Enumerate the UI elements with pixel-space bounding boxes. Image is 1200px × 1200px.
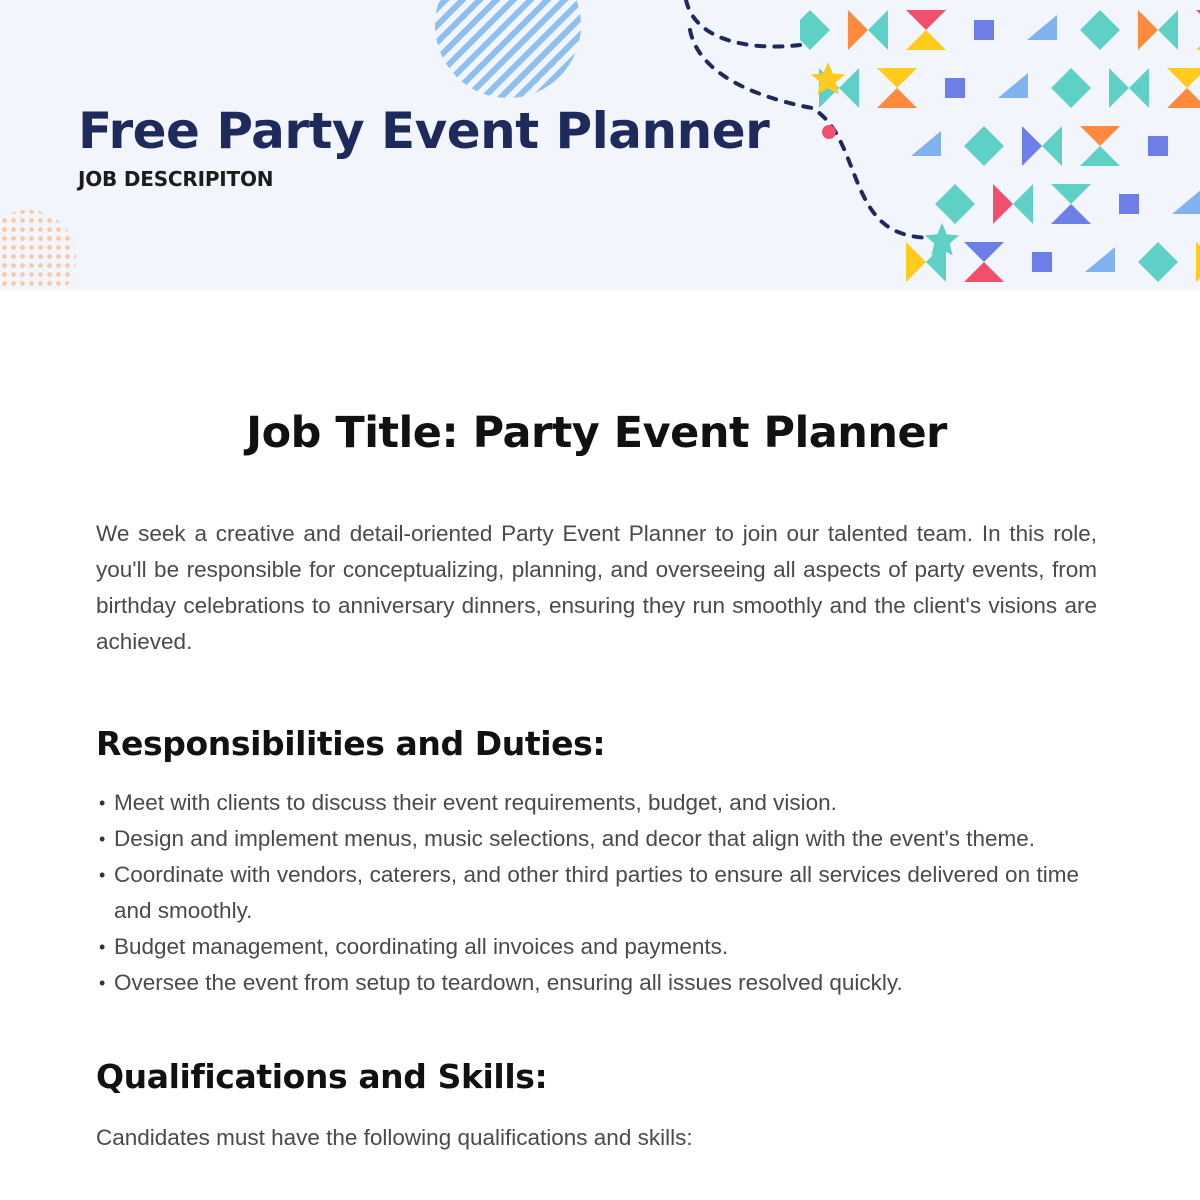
list-item bbox=[96, 857, 1079, 929]
bullet-icon: • bbox=[99, 829, 106, 849]
geometric-shape bbox=[1167, 68, 1200, 88]
geometric-shape bbox=[1138, 242, 1178, 282]
geometric-shape bbox=[1051, 184, 1091, 204]
list-item-text: Coordinate with vendors, caterers, and other third parties to ensure all services delivered on time and smoothly. bbox=[114, 862, 1079, 923]
dot-grid-circle bbox=[0, 210, 76, 290]
geometric-shape bbox=[1196, 30, 1200, 50]
geometric-shape bbox=[1196, 10, 1200, 30]
geometric-shape bbox=[1080, 126, 1120, 146]
geometric-shape bbox=[877, 88, 917, 108]
geometric-shape bbox=[964, 126, 1004, 166]
intro-paragraph: We seek a creative and detail-oriented Party Event Planner to join our talented team. In this role, you'll be responsible for conceptualizing, planning, and overseeing all aspects of party events, from birthday celebrations to anniversary dinners, ensuring they run smoothly and the client's visions are achieved. bbox=[96, 521, 1097, 654]
geometric-shape bbox=[1080, 146, 1120, 166]
geometric-shape bbox=[1027, 15, 1057, 40]
geometric-shape bbox=[839, 68, 859, 108]
brand-subtitle: JOB DESCRIPITON bbox=[78, 167, 274, 191]
geometric-shape bbox=[1172, 189, 1200, 214]
geometric-shape bbox=[1158, 10, 1178, 50]
geometric-shape bbox=[964, 262, 1004, 282]
list-item bbox=[96, 965, 1079, 1001]
bullet-icon: • bbox=[99, 865, 106, 885]
geometric-shape bbox=[1109, 68, 1129, 108]
geometric-shape bbox=[906, 30, 946, 50]
bullet-icon: • bbox=[99, 973, 106, 993]
geometric-shape bbox=[1138, 10, 1158, 50]
geometric-shape bbox=[877, 68, 917, 88]
geometric-shape bbox=[998, 73, 1028, 98]
responsibilities-heading: Responsibilities and Duties: bbox=[96, 724, 606, 763]
geometric-shape bbox=[848, 10, 868, 50]
responsibilities-list bbox=[96, 785, 1079, 1001]
list-item-text: Oversee the event from setup to teardown, ensuring all issues resolved quickly. bbox=[114, 970, 903, 995]
geometric-shape bbox=[1080, 10, 1120, 50]
geometric-shape bbox=[974, 20, 994, 40]
list-item bbox=[96, 929, 1079, 965]
striped-circle bbox=[435, 0, 581, 98]
geometric-shape bbox=[1051, 204, 1091, 224]
geometric-shape bbox=[1085, 247, 1115, 272]
list-item-text: Meet with clients to discuss their event requirements, budget, and vision. bbox=[114, 790, 837, 815]
qualifications-heading: Qualifications and Skills: bbox=[96, 1057, 548, 1096]
document-body bbox=[96, 290, 1097, 1156]
list-item bbox=[96, 821, 1079, 857]
geometric-shape bbox=[1148, 136, 1168, 156]
geometric-shape bbox=[1051, 68, 1091, 108]
geometric-shape bbox=[935, 184, 975, 224]
bullet-icon: • bbox=[99, 937, 106, 957]
geometric-shape bbox=[945, 78, 965, 98]
geometric-shape bbox=[1196, 242, 1200, 282]
geometric-shape bbox=[993, 184, 1013, 224]
geometric-shape bbox=[868, 10, 888, 50]
geometric-shape bbox=[1167, 88, 1200, 108]
geometric-shape bbox=[1042, 126, 1062, 166]
geometric-shape bbox=[1032, 252, 1052, 272]
geometric-shape bbox=[1013, 184, 1033, 224]
geometric-shape bbox=[964, 242, 1004, 262]
list-item-text: Design and implement menus, music selections, and decor that align with the event's theme. bbox=[114, 826, 1036, 851]
qualifications-intro: Candidates must have the following qualifications and skills: bbox=[96, 1125, 693, 1150]
geometric-shape bbox=[1129, 68, 1149, 108]
bullet-icon: • bbox=[99, 793, 106, 813]
dot bbox=[822, 125, 836, 139]
geometric-shape bbox=[906, 10, 946, 30]
geometric-shape bbox=[1022, 126, 1042, 166]
geometric-shape bbox=[911, 131, 941, 156]
header-banner bbox=[0, 0, 1200, 290]
brand-title: Free Party Event Planner bbox=[78, 102, 770, 160]
job-title: Job Title: Party Event Planner bbox=[246, 408, 947, 458]
geometric-shape bbox=[906, 242, 926, 282]
list-item-text: Budget management, coordinating all invoices and payments. bbox=[114, 934, 729, 959]
list-item bbox=[96, 785, 1079, 821]
geometric-shape bbox=[1119, 194, 1139, 214]
